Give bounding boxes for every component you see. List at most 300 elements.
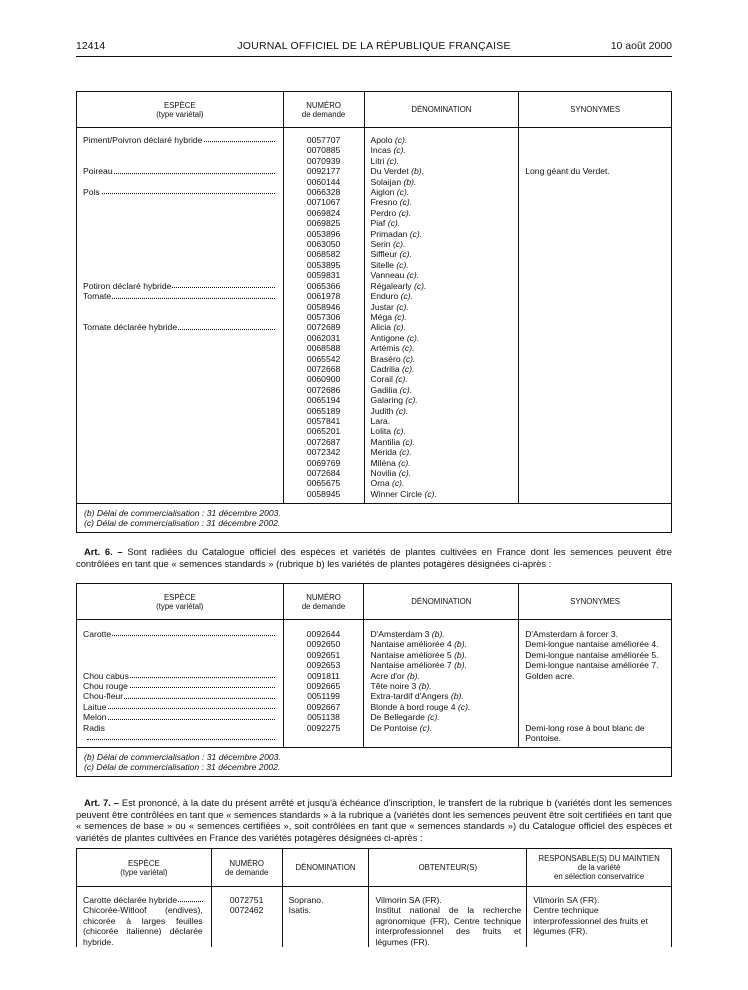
denomination-cell <box>364 239 519 249</box>
application-number: 0060144 <box>283 177 364 187</box>
denomination-cell <box>364 691 519 701</box>
synonym-cell <box>519 681 672 691</box>
article-6-label: Art. 6. – <box>84 546 123 557</box>
variety-name: Alicia <box>370 322 392 333</box>
col-header-synonymes: SYNONYMES <box>519 92 672 128</box>
table-row <box>77 620 672 640</box>
table-row <box>77 187 672 197</box>
delay-note: (c). <box>402 343 415 354</box>
article-7-text: Est prononcé, à la date du présent arrêté et jusqu'à échéance d'inscription, le transfert de la rubrique b (variétés dont les semences peuvent être contrôlées en tant que « semences standards » à la rubrique a (variétés dont les semences peuvent être soit certifiées en tant que « semences de base » ou « semences certifiées », soit contrôlées en tant que « semences standards ») du Catalogue officiel des espèces et variétés de plantes cultivées en France des variétés potagères désignées ci-après : <box>76 797 672 843</box>
delay-note: (b). <box>403 176 417 187</box>
denomination-cell <box>364 354 519 364</box>
obtenteur-cell: Institut national de la recherche agronomique (FR), Centre technique interprofessionnel des fruits et légumes (FR). <box>369 905 527 947</box>
table-row <box>77 478 672 488</box>
leader-dots <box>87 298 275 299</box>
application-number: 0065675 <box>283 478 364 488</box>
species-cell <box>77 374 284 384</box>
table-row <box>77 364 672 374</box>
application-number: 0072462 <box>211 905 282 947</box>
variety-name: Orna <box>370 478 390 489</box>
denomination-cell <box>364 395 519 405</box>
species-name: Radis <box>83 722 105 733</box>
application-number: 0062031 <box>283 333 364 343</box>
denomination-cell <box>364 650 519 660</box>
table-row <box>77 156 672 166</box>
species-cell <box>77 406 284 416</box>
species-name: Poireau <box>83 166 113 177</box>
species-cell <box>77 249 284 259</box>
application-number: 0092650 <box>283 639 364 649</box>
delay-note: (c). <box>414 280 427 291</box>
variety-name: De Bellegarde <box>370 712 425 723</box>
page-number: 12414 <box>76 40 106 52</box>
application-number: 0051199 <box>283 691 364 701</box>
table-row <box>77 712 672 722</box>
denomination-cell: Soprano. <box>282 887 369 906</box>
table-row <box>77 128 672 146</box>
col-header-espece: ESPÈCE (type variétal) <box>77 849 212 887</box>
synonym-cell <box>519 239 672 249</box>
table-row <box>77 333 672 343</box>
table-row <box>77 145 672 155</box>
species-name: Carotte déclarée hybride <box>83 895 178 905</box>
application-number: 0072668 <box>283 364 364 374</box>
species-name: Piment/Poivron déclaré hybride <box>83 135 203 145</box>
leader-dots <box>87 739 275 740</box>
variety-name: Braséro <box>370 353 401 364</box>
delay-note: (c). <box>392 239 406 250</box>
species-cell <box>77 489 284 499</box>
species-cell <box>77 229 284 239</box>
denomination-cell <box>364 166 519 176</box>
table-row <box>77 691 672 701</box>
table-varieties-radiees <box>76 91 672 533</box>
variety-name: Corail <box>370 374 393 385</box>
species-cell <box>77 312 284 322</box>
species-cell <box>77 723 284 744</box>
application-number: 0072689 <box>283 322 364 332</box>
synonym-cell <box>519 395 672 405</box>
article-7-label: Art. 7. – <box>84 797 119 808</box>
table-row <box>77 650 672 660</box>
delay-note: (c). <box>402 363 415 374</box>
synonym-cell <box>519 302 672 312</box>
species-name: Chou cabus <box>83 670 129 681</box>
table-row <box>77 322 672 332</box>
delay-note: (c). <box>396 301 409 312</box>
denomination-cell <box>364 197 519 207</box>
application-number: 0092667 <box>283 702 364 712</box>
delay-note: (c). <box>393 426 406 437</box>
variety-name: Miléna <box>370 457 396 468</box>
table-row <box>77 166 672 176</box>
species-cell <box>77 712 284 722</box>
species-name: Chou rouge <box>83 681 128 692</box>
col-header-numero: NUMÉRO de demande <box>283 584 364 620</box>
table-row <box>77 426 672 436</box>
article-6 <box>76 546 672 569</box>
species-cell <box>77 468 284 478</box>
species-cell <box>77 437 284 447</box>
species-cell <box>77 416 284 426</box>
synonym-cell <box>519 478 672 488</box>
table-row <box>77 458 672 468</box>
denomination-cell <box>364 702 519 712</box>
denomination-cell <box>364 712 519 722</box>
synonym-cell <box>519 322 672 332</box>
col-header-espece: ESPÈCE (type variétal) <box>77 584 284 620</box>
denomination-cell <box>364 416 519 426</box>
application-number: 0070885 <box>283 145 364 155</box>
variety-name: Nantaise améliorée 5 <box>370 649 452 660</box>
application-number: 0065194 <box>283 395 364 405</box>
table-transfert-rubrique <box>76 848 672 947</box>
synonym-cell <box>519 145 672 155</box>
synonym-cell <box>519 385 672 395</box>
species-name: Chicorée-Witloof (endives), chicorée à larges feuilles (chicorée italienne) déclarée hybride. <box>83 905 203 947</box>
species-cell <box>77 650 284 660</box>
table-row <box>77 260 672 270</box>
delay-note: (c). <box>409 228 423 239</box>
synonym-cell <box>519 281 672 291</box>
species-cell <box>77 333 284 343</box>
species-cell <box>77 364 284 374</box>
application-number: 0068582 <box>283 249 364 259</box>
denomination-cell <box>364 406 519 416</box>
species-cell <box>77 620 284 640</box>
application-number: 0065366 <box>283 281 364 291</box>
leader-dots <box>87 635 275 636</box>
footnote-b: (b) Délai de commercialisation : 31 décembre 2003. <box>84 508 281 519</box>
variety-name: Du Verdet <box>370 166 409 177</box>
application-number: 0063050 <box>283 239 364 249</box>
species-name: Melon <box>83 712 107 723</box>
denomination-cell <box>364 660 519 670</box>
application-number: 0053896 <box>283 229 364 239</box>
species-cell <box>77 166 284 176</box>
application-number: 0069769 <box>283 458 364 468</box>
application-number: 0060900 <box>283 374 364 384</box>
application-number: 0059831 <box>283 270 364 280</box>
synonym-cell <box>519 197 672 207</box>
header-rule <box>76 56 672 57</box>
col-header-responsable: RESPONSABLE(S) DU MAINTIEN de la variété en sélection conservatrice <box>527 849 672 887</box>
variety-name: Extra-tardif d'Angers <box>370 691 449 702</box>
synonym-cell <box>519 712 672 722</box>
delay-note: (c). <box>406 270 420 281</box>
synonym-cell <box>519 208 672 218</box>
denomination-cell <box>364 229 519 239</box>
leader-dots <box>87 708 275 709</box>
synonym-cell <box>519 343 672 353</box>
denomination-cell <box>364 364 519 374</box>
denomination-cell <box>364 208 519 218</box>
application-number: 0071067 <box>283 197 364 207</box>
species-cell <box>77 343 284 353</box>
col-header-numero: NUMÉRO de demande <box>283 92 364 128</box>
species-name: Tomate <box>83 291 112 302</box>
species-cell <box>77 197 284 207</box>
synonym-cell <box>519 333 672 343</box>
species-cell <box>77 639 284 649</box>
variety-name: Nantaise améliorée 7 <box>370 660 452 671</box>
leader-dots <box>87 719 275 720</box>
denomination-cell <box>364 343 519 353</box>
delay-note: (c). <box>399 249 412 260</box>
delay-note: (c). <box>403 353 416 364</box>
table-row <box>77 385 672 395</box>
denomination-cell <box>364 218 519 228</box>
delay-note: (c). <box>394 311 407 322</box>
synonym-cell <box>519 260 672 270</box>
application-number: 0068588 <box>283 343 364 353</box>
delay-note: (c). <box>402 436 415 447</box>
synonym-cell <box>519 406 672 416</box>
synonym-cell <box>519 312 672 322</box>
variety-name: Tête noire 3 <box>370 681 417 692</box>
article-7 <box>76 797 672 843</box>
denomination-cell <box>364 302 519 312</box>
variety-name: Litri <box>370 155 385 166</box>
col-header-numero: NUMÉRO de demande <box>211 849 282 887</box>
synonym-cell <box>519 374 672 384</box>
species-cell <box>77 447 284 457</box>
denomination-cell <box>364 489 519 499</box>
synonym-cell: Long géant du Verdet. <box>519 166 672 176</box>
delay-note: (b). <box>418 681 432 692</box>
variety-name: Régalearly <box>370 280 412 291</box>
application-number: 0065542 <box>283 354 364 364</box>
denomination-cell <box>364 291 519 301</box>
table-row <box>77 887 672 906</box>
delay-note: (b). <box>431 629 445 639</box>
denomination-cell <box>364 681 519 691</box>
variety-name: Lolita <box>370 426 392 437</box>
table-row <box>77 406 672 416</box>
delay-note: (b). <box>454 649 467 660</box>
responsable-cell: Vilmorin SA (FR). <box>527 887 672 906</box>
variety-name: Antigone <box>370 332 405 343</box>
synonym-cell <box>519 468 672 478</box>
delay-note: (c). <box>396 259 409 270</box>
synonym-cell <box>519 187 672 197</box>
delay-note: (c). <box>394 135 408 145</box>
variety-name: Gadilia <box>370 384 398 395</box>
application-number: 0092665 <box>283 681 364 691</box>
delay-note: (c). <box>424 488 437 499</box>
variety-name: Vanneau <box>370 270 405 281</box>
denomination-cell <box>364 437 519 447</box>
application-number: 0057841 <box>283 416 364 426</box>
col-header-denomination: DÉNOMINATION <box>282 849 369 887</box>
application-number: 0072687 <box>283 437 364 447</box>
delay-note: (c). <box>399 197 413 208</box>
denomination-cell <box>364 270 519 280</box>
table-row <box>77 447 672 457</box>
synonym-cell <box>519 270 672 280</box>
denomination-cell <box>364 468 519 478</box>
synonym-cell <box>519 229 672 239</box>
species-cell <box>77 385 284 395</box>
synonym-cell <box>519 458 672 468</box>
delay-note: (b). <box>411 166 425 177</box>
delay-note: (b). <box>450 691 464 702</box>
denomination-cell <box>364 385 519 395</box>
application-number: 0092644 <box>283 620 364 640</box>
denomination-cell <box>364 177 519 187</box>
table-row <box>77 416 672 426</box>
table-row <box>77 239 672 249</box>
responsable-cell: Centre technique interprofessionnel des fruits et légumes (FR). <box>527 905 672 947</box>
variety-name: Novilia <box>370 468 397 478</box>
application-number: 0072751 <box>211 887 282 906</box>
footnote-c: (c) Délai de commercialisation : 31 décembre 2002. <box>84 762 281 773</box>
species-cell <box>77 145 284 155</box>
variety-name: Galaring <box>370 395 403 406</box>
synonym-cell <box>519 249 672 259</box>
species-cell <box>77 702 284 712</box>
delay-note: (c). <box>393 145 406 156</box>
synonym-cell: Demi-longue nantaise améliorée 5. <box>519 650 672 660</box>
variety-name: Lara. <box>370 415 391 426</box>
synonym-cell <box>519 177 672 187</box>
application-number: 0053895 <box>283 260 364 270</box>
variety-name: Blonde à bord rouge 4 <box>370 701 456 712</box>
delay-note: (c). <box>406 332 420 343</box>
species-name: Laitue <box>83 701 107 712</box>
variety-name: De Pontoise <box>370 722 418 733</box>
variety-name: Perdro <box>370 207 397 218</box>
synonym-cell <box>519 156 672 166</box>
table-footnotes <box>77 748 672 777</box>
table-row <box>77 281 672 291</box>
variety-name: Piaf <box>370 218 386 229</box>
table-row <box>77 671 672 681</box>
obtenteur-cell: Vilmorin SA (FR). <box>369 887 527 906</box>
variety-name: Enduro <box>370 291 399 302</box>
synonym-cell <box>519 291 672 301</box>
synonym-cell <box>519 354 672 364</box>
delay-note: (c). <box>386 155 400 166</box>
species-cell <box>77 239 284 249</box>
delay-note: (c). <box>399 384 413 395</box>
species-cell <box>77 302 284 312</box>
species-cell <box>77 691 284 701</box>
table-row <box>77 354 672 364</box>
denomination-cell: Isatis. <box>282 905 369 947</box>
denomination-cell <box>364 458 519 468</box>
species-name: Chou-fleur <box>83 691 124 702</box>
species-cell <box>77 395 284 405</box>
variety-name: Siffleur <box>370 249 398 260</box>
variety-name: Sitelle <box>370 259 394 270</box>
table-row <box>77 208 672 218</box>
species-cell <box>77 208 284 218</box>
delay-note: (c). <box>405 395 418 406</box>
delay-note: (c). <box>400 291 414 302</box>
synonym-cell <box>519 691 672 701</box>
application-number: 0072684 <box>283 468 364 478</box>
article-6-text: Sont radiées du Catalogue officiel des espèces et variétés de plantes cultivées en France dont les semences peuvent être contrôlées en tant que « semences standards » (rubrique b) les variétés de plantes potagères désignées ci-après : <box>76 546 672 569</box>
species-cell <box>77 671 284 681</box>
application-number: 0070939 <box>283 156 364 166</box>
col-header-obtenteur: OBTENTEUR(S) <box>369 849 527 887</box>
footnote-c: (c) Délai de commercialisation : 31 décembre 2002. <box>84 518 281 529</box>
species-cell <box>77 905 212 947</box>
variety-name: Judith <box>370 405 394 416</box>
denomination-cell <box>364 426 519 436</box>
table-row <box>77 218 672 228</box>
application-number: 0072342 <box>283 447 364 457</box>
application-number: 0092651 <box>283 650 364 660</box>
denomination-cell <box>364 671 519 681</box>
variety-name: Primadan <box>370 228 408 239</box>
variety-name: Solaijan <box>370 176 402 187</box>
species-cell <box>77 128 284 146</box>
denomination-cell <box>364 374 519 384</box>
variety-name: Fresno <box>370 197 398 208</box>
synonym-cell: Golden acre. <box>519 671 672 681</box>
application-number: 0091811 <box>283 671 364 681</box>
delay-note: (b). <box>406 670 420 681</box>
delay-note: (c). <box>393 322 406 333</box>
table-row <box>77 489 672 499</box>
application-number: 0051138 <box>283 712 364 722</box>
variety-name: Serin <box>370 239 391 250</box>
table-footnotes <box>77 504 672 533</box>
species-cell <box>77 187 284 197</box>
denomination-cell <box>364 145 519 155</box>
variety-name: Méga <box>370 311 393 322</box>
application-number: 0066328 <box>283 187 364 197</box>
application-number: 0092177 <box>283 166 364 176</box>
application-number: 0058945 <box>283 489 364 499</box>
variety-name: Nantaise améliorée 4 <box>370 639 452 650</box>
variety-name: Cadrilia <box>370 363 400 374</box>
species-cell <box>77 218 284 228</box>
footnote-b: (b) Délai de commercialisation : 31 décembre 2003. <box>84 752 281 763</box>
denomination-cell <box>364 281 519 291</box>
leader-dots <box>87 193 275 194</box>
variety-name: Artémis <box>370 343 400 354</box>
delay-note: (c). <box>392 478 405 489</box>
variety-name: Apolo <box>370 135 393 145</box>
application-number: 0057707 <box>283 128 364 146</box>
denomination-cell <box>364 447 519 457</box>
species-cell <box>77 426 284 436</box>
col-header-denomination: DÉNOMINATION <box>364 92 519 128</box>
denomination-cell <box>364 128 519 146</box>
application-number: 0065201 <box>283 426 364 436</box>
synonym-cell: Demi-longue nantaise améliorée 4. <box>519 639 672 649</box>
synonym-cell <box>519 218 672 228</box>
table-varieties-potageres <box>76 583 672 777</box>
journal-title: JOURNAL OFFICIEL DE LA RÉPUBLIQUE FRANÇAISE <box>237 40 511 52</box>
application-number: 0065189 <box>283 406 364 416</box>
application-number: 0072686 <box>283 385 364 395</box>
page-header <box>76 40 672 56</box>
table-row <box>77 723 672 744</box>
denomination-cell <box>364 620 519 640</box>
variety-name: Winner Circle <box>370 488 423 499</box>
table-row <box>77 660 672 670</box>
synonym-cell <box>519 437 672 447</box>
species-cell <box>77 291 284 301</box>
denomination-cell <box>364 260 519 270</box>
species-cell <box>77 177 284 187</box>
col-header-denomination: DÉNOMINATION <box>364 584 519 620</box>
synonym-cell <box>519 364 672 374</box>
